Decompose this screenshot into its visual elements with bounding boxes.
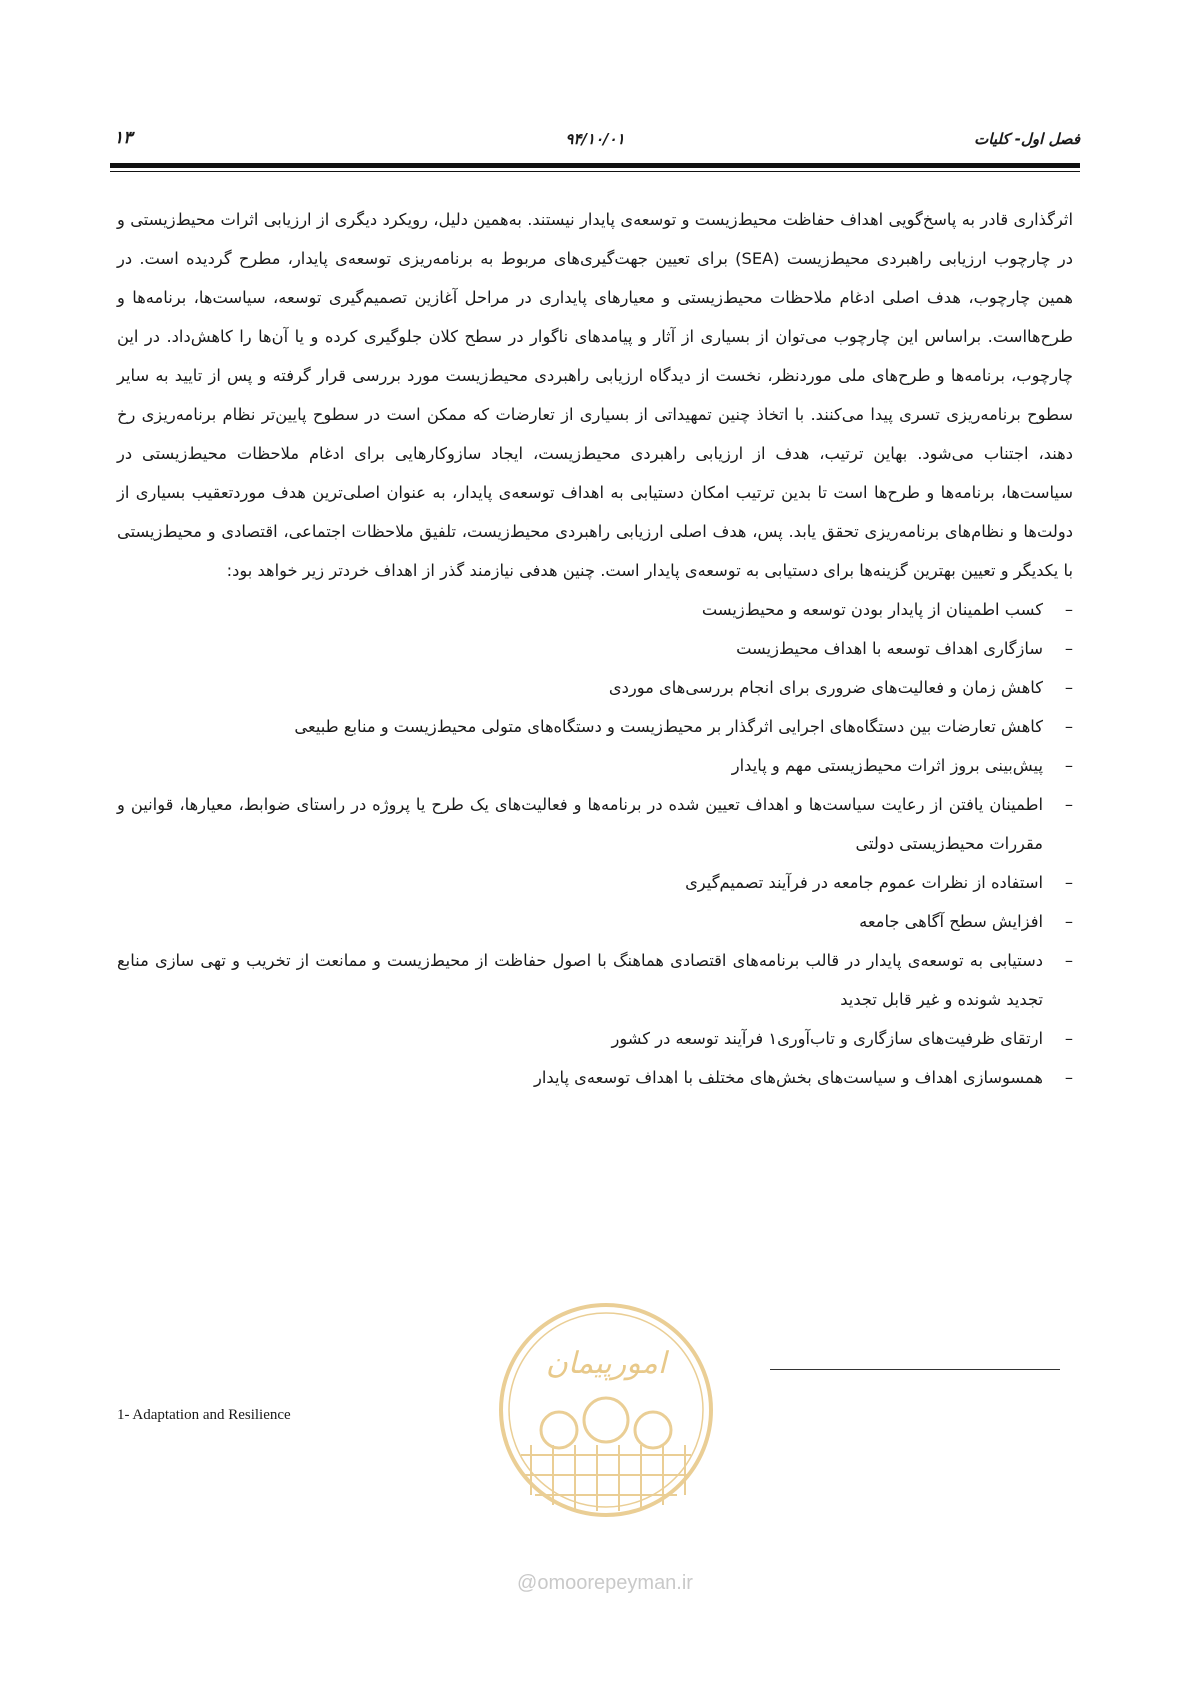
header-date: ۹۴/۱۰/۰۱ bbox=[565, 130, 625, 148]
dash-marker: – bbox=[1064, 912, 1073, 931]
watermark-logo-text: امورپیمان bbox=[545, 1346, 667, 1381]
list-item-text: کاهش تعارضات بین دستگاه‌های اجرایی اثرگذار بر محیط‌زیست و دستگاه‌های متولی محیط‌زیست و منابع طبیعی bbox=[294, 717, 1043, 736]
body-paragraph: اثرگذاری قادر به پاسخ‌گویی اهداف حفاظت محیط‌زیست و توسعه‌ی پایدار نیستند. به‌همین دلیل، رویکرد دیگری از ارزیابی اثرات محیط‌زیستی و در چارچوب ارزیابی راهبردی محیط‌زیست (SEA) برای تعیین جهت‌گیری‌های مربوط به برنامه‌ریزی توسعه‌ی پایدار، مطرح گردیده است. در همین چارچوب، هدف اصلی ادغام ملاحظات محیط‌زیستی و معیارهای پایداری در مراحل آغازین تصمیم‌گیری توسعه، سیاست‌ها، برنامه‌ها و طرح‌هااست. براساس این چارچوب می‌توان از بسیاری از آثار و پیامدهای ناگوار در سطح کلان جلوگیری کرده و یا آن‌ها را کاهش‌داد. در این چارچوب، برنامه‌ها و طرح‌های ملی موردنظر، نخست از دیدگاه ارزیابی راهبردی محیط‌زیست مورد بررسی قرار گرفته و پس از تایید به سایر سطوح برنامه‌ریزی تسری پیدا می‌کنند. با اتخاذ چنین تمهیداتی از بسیاری از تعارضات که ممکن است در سطوح پایین‌تر نظام برنامه‌ریزی رخ دهند، اجتناب می‌شود. بهاین ترتیب، هدف از ارزیابی راهبردی محیط‌زیست، ایجاد سازوکارهایی برای ادغام ملاحظات محیط‌زیستی در سیاست‌ها، برنامه‌ها و طرح‌ها است تا بدین ترتیب امکان دستیابی به اهداف توسعه‌ی پایدار، به عنوان اصلی‌ترین هدف موردتعقیب بسیاری از دولت‌ها و نظام‌های برنامه‌ریزی تحقق یابد. پس، هدف اصلی ارزیابی راهبردی محیط‌زیست، تلفیق ملاحظات اجتماعی، اقتصادی و محیط‌زیستی با یکدیگر و تعیین بهترین گزینه‌ها برای دستیابی به توسعه‌ی پایدار است. چنین هدفی نیازمند گذر از اهداف خردتر زیر خواهد بود: bbox=[117, 210, 1073, 580]
page-body bbox=[117, 200, 1073, 1097]
list-item bbox=[117, 668, 1073, 707]
list-item-text: اطمینان یافتن از رعایت سیاست‌ها و اهداف تعیین شده در برنامه‌ها و فعالیت‌های یک طرح یا پروژه در راستای ضوابط، معیارها، قوانین و مقررات محیط‌زیستی دولتی bbox=[117, 795, 1043, 853]
dash-marker: – bbox=[1064, 795, 1073, 814]
list-item bbox=[117, 590, 1073, 629]
list-item-text: پیش‌بینی بروز اثرات محیط‌زیستی مهم و پایدار bbox=[731, 756, 1043, 775]
watermark-url bbox=[485, 1572, 725, 1595]
list-item bbox=[117, 941, 1073, 1019]
list-item bbox=[117, 629, 1073, 668]
dash-marker: – bbox=[1064, 1029, 1073, 1048]
header-rule-thick bbox=[110, 163, 1080, 168]
list-item-text: افزایش سطح آگاهی جامعه bbox=[859, 912, 1043, 931]
at-icon: @ bbox=[517, 1572, 538, 1594]
list-item-text: سازگاری اهداف توسعه با اهداف محیط‌زیست bbox=[736, 639, 1043, 658]
list-item bbox=[117, 863, 1073, 902]
list-item-text: ارتقای ظرفیت‌های سازگاری و تاب‌آوری۱ فرآیند توسعه در کشور bbox=[611, 1029, 1043, 1048]
list-item bbox=[117, 1019, 1073, 1058]
dash-marker: – bbox=[1064, 600, 1073, 619]
dash-marker: – bbox=[1064, 756, 1073, 775]
dash-marker: – bbox=[1064, 951, 1073, 970]
page-header bbox=[110, 120, 1080, 160]
dash-marker: – bbox=[1064, 873, 1073, 892]
list-item bbox=[117, 1058, 1073, 1097]
list-item-text: کاهش زمان و فعالیت‌های ضروری برای انجام بررسی‌های موردی bbox=[608, 678, 1043, 697]
objectives-list bbox=[117, 590, 1073, 1097]
dash-marker: – bbox=[1064, 639, 1073, 658]
footnote: 1- Adaptation and Resilience bbox=[117, 1407, 291, 1423]
list-item bbox=[117, 707, 1073, 746]
list-item-text: استفاده از نظرات عموم جامعه در فرآیند تصمیم‌گیری bbox=[685, 873, 1043, 892]
page-number: ۱۳ bbox=[114, 128, 133, 148]
list-item bbox=[117, 902, 1073, 941]
header-rule-thin bbox=[110, 171, 1080, 172]
watermark-logo bbox=[491, 1295, 721, 1525]
footnote-rule bbox=[770, 1369, 1060, 1370]
list-item bbox=[117, 785, 1073, 863]
watermark-url-text: omoorepeyman.ir bbox=[537, 1572, 693, 1594]
chapter-title: فصل اول- کلیات bbox=[974, 130, 1080, 148]
list-item bbox=[117, 746, 1073, 785]
list-item-text: همسوسازی اهداف و سیاست‌های بخش‌های مختلف با اهداف توسعه‌ی پایدار bbox=[534, 1068, 1043, 1087]
dash-marker: – bbox=[1064, 678, 1073, 697]
dash-marker: – bbox=[1064, 1068, 1073, 1087]
list-item-text: دستیابی به توسعه‌ی پایدار در قالب برنامه‌های اقتصادی هماهنگ با اصول حفاظت از محیط‌زیست و ممانعت از تخریب و تهی سازی منابع تجدید شونده و غیر قابل تجدید bbox=[117, 951, 1043, 1009]
list-item-text: کسب اطمینان از پایدار بودن توسعه و محیط‌زیست bbox=[701, 600, 1043, 619]
dash-marker: – bbox=[1064, 717, 1073, 736]
